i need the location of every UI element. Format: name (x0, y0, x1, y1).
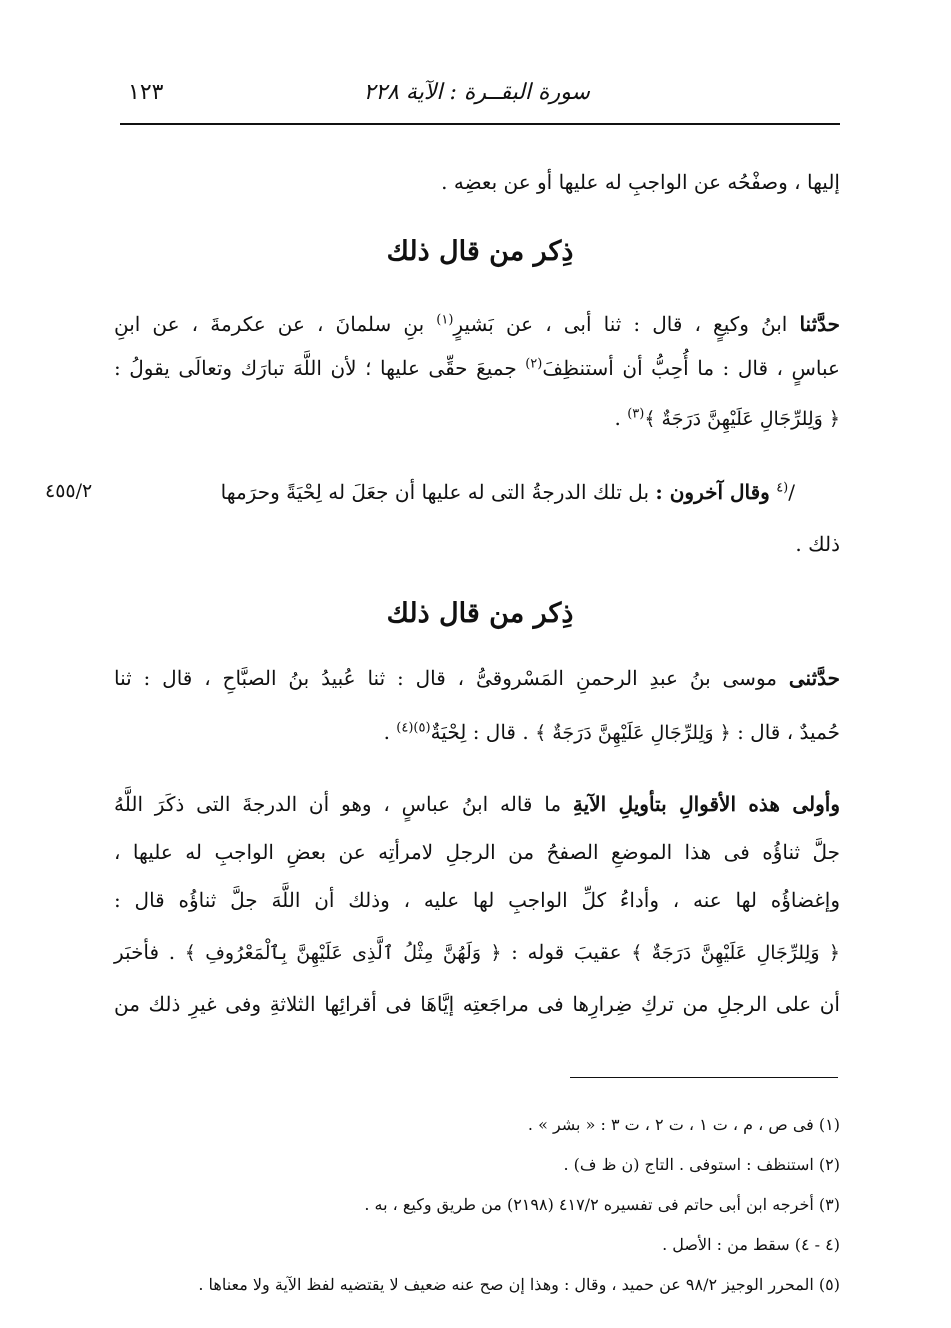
header-rule (120, 123, 840, 125)
footnote: (٥) المحرر الوجيز ٩٨/٢ عن حميد ، وقال : وهذا إن صح عنه ضعيف لا يقتضيه لفظ الآية ولا معناها . (198, 1275, 840, 1294)
text-line (795, 530, 840, 558)
line-text: عباسٍ ، قال : ما أُحِبُّ أن أستنظِفَ (542, 356, 840, 380)
line-text: أن على الرجلِ من تركِ ضِرارِها فى مراجَعتِه إيَّاهَا فى أقرائِها الثلاثةِ وفى غيرِ ذلك من (114, 992, 840, 1016)
quran-verse: ﴿ وَلِلرِّجَالِ عَلَيْهِنَّ دَرَجَةٌ ﴾ (535, 722, 731, 744)
footnote-marker: (٢) (525, 356, 543, 372)
footnote: (٣) أخرجه ابن أبى حاتم فى تفسيره ٤١٧/٢ (٢١٩٨) من طريق وكيع ، به . (364, 1195, 840, 1214)
text-line (614, 404, 840, 433)
narration-lead: وأولى هذه الأقوالِ بتأويلِ الآيةِ (572, 792, 840, 816)
text-line (114, 886, 840, 914)
line-text: . فأخبَر (114, 940, 176, 964)
footnote-rule (570, 1077, 838, 1078)
text-line (114, 938, 840, 967)
line-text: ابنُ وكيعٍ ، قال : ثنا أبى ، عن بَشيرٍ (453, 312, 788, 336)
page-header (120, 78, 840, 118)
page-number: ١٢٣ (128, 80, 164, 105)
line-text: موسى بنُ عبدِ الرحمنِ المَسْروقىُّ ، قال : ثنا عُبيدُ بنُ الصبَّاحِ ، قال : ثنا (114, 666, 777, 690)
text-line (114, 354, 840, 382)
footnote: (٤ - ٤) سقط من : الأصل . (662, 1235, 840, 1254)
line-text: ذلك . (795, 532, 840, 556)
quran-verse: ﴿ وَلِلرِّجَالِ عَلَيْهِنَّ دَرَجَةٌ ﴾ (644, 408, 840, 430)
line-text: جلَّ ثناؤُه فى هذا الموضعِ الصفحُ من الرجلِ لامرأتِه عن بعضِ الواجبِ له عليها ، (114, 840, 840, 864)
quran-verse: ﴿ وَلِلرِّجَالِ عَلَيْهِنَّ دَرَجَةٌ ﴾ (631, 942, 840, 964)
line-text: بنِ سلمانَ ، عن عكرمةَ ، عن ابنِ (114, 312, 425, 336)
text-line (114, 664, 840, 692)
line-text: . (383, 720, 390, 744)
footnote-marker: (٥)(٤) (396, 720, 431, 736)
line-text: بل تلك الدرجةُ التى له عليها أن جعَلَ له لِحْيَةً وحرَمها (220, 480, 650, 504)
footnote-marker: (٣) (627, 406, 645, 422)
footnote-marker: (١) (436, 312, 454, 328)
footnote: (١) فى ص ، م ، ت ١ ، ت ٢ ، ت ٣ : « بشر » . (527, 1115, 840, 1134)
margin-reference: ٤٥٥/٢ (45, 480, 93, 502)
footnote: (٢) استنظف : استوفى . التاج (ن ظ ف) . (563, 1155, 840, 1174)
narration-lead: حدَّثنى (788, 666, 840, 690)
section-heading: ذِكر من قال ذلك (386, 236, 574, 267)
text-line (221, 478, 795, 506)
quran-verse: ﴿ وَلَهُنَّ مِثْلُ ٱلَّذِى عَلَيْهِنَّ بِٱلْمَعْرُوفِ ﴾ (184, 942, 502, 964)
text-line (114, 838, 840, 866)
line-text: وإغضاؤُه لها عنه ، وأداءُ كلِّ الواجبِ لها عليه ، وذلك أن اللَّهَ جلَّ ثناؤُه قال : (114, 888, 840, 912)
line-text: جميعَ حقِّى عليها ؛ لأن اللَّهَ تبارَك وتعالَى يقولُ : (114, 356, 517, 380)
text-line (114, 790, 840, 818)
text-line (384, 718, 840, 747)
section-heading: ذِكر من قال ذلك (386, 598, 574, 629)
line-text: ما قاله ابنُ عباسٍ ، وهو أن الدرجةَ التى ذكَرَ اللَّهُ (114, 792, 562, 816)
text-line (114, 990, 840, 1018)
line-text: . قال : لِحْيَةٌ (430, 720, 529, 744)
line-text: . (614, 406, 621, 430)
footnote-marker: (٤ (776, 480, 789, 496)
line-text: عقيبَ قوله : (511, 940, 622, 964)
narration-lead: وقال آخرون : (655, 480, 770, 504)
text-line (114, 310, 840, 338)
line-text: إليها ، وصفْحُه عن الواجبِ له عليها أو عن بعضِه . (441, 170, 840, 194)
page-break-mark: / (788, 480, 795, 504)
running-title: سورة البقــرة : الآية ٢٢٨ (363, 80, 590, 105)
text-line (441, 168, 840, 196)
narration-lead: حدَّثنا (799, 312, 840, 336)
line-text: حُميدٌ ، قال : (737, 720, 840, 744)
